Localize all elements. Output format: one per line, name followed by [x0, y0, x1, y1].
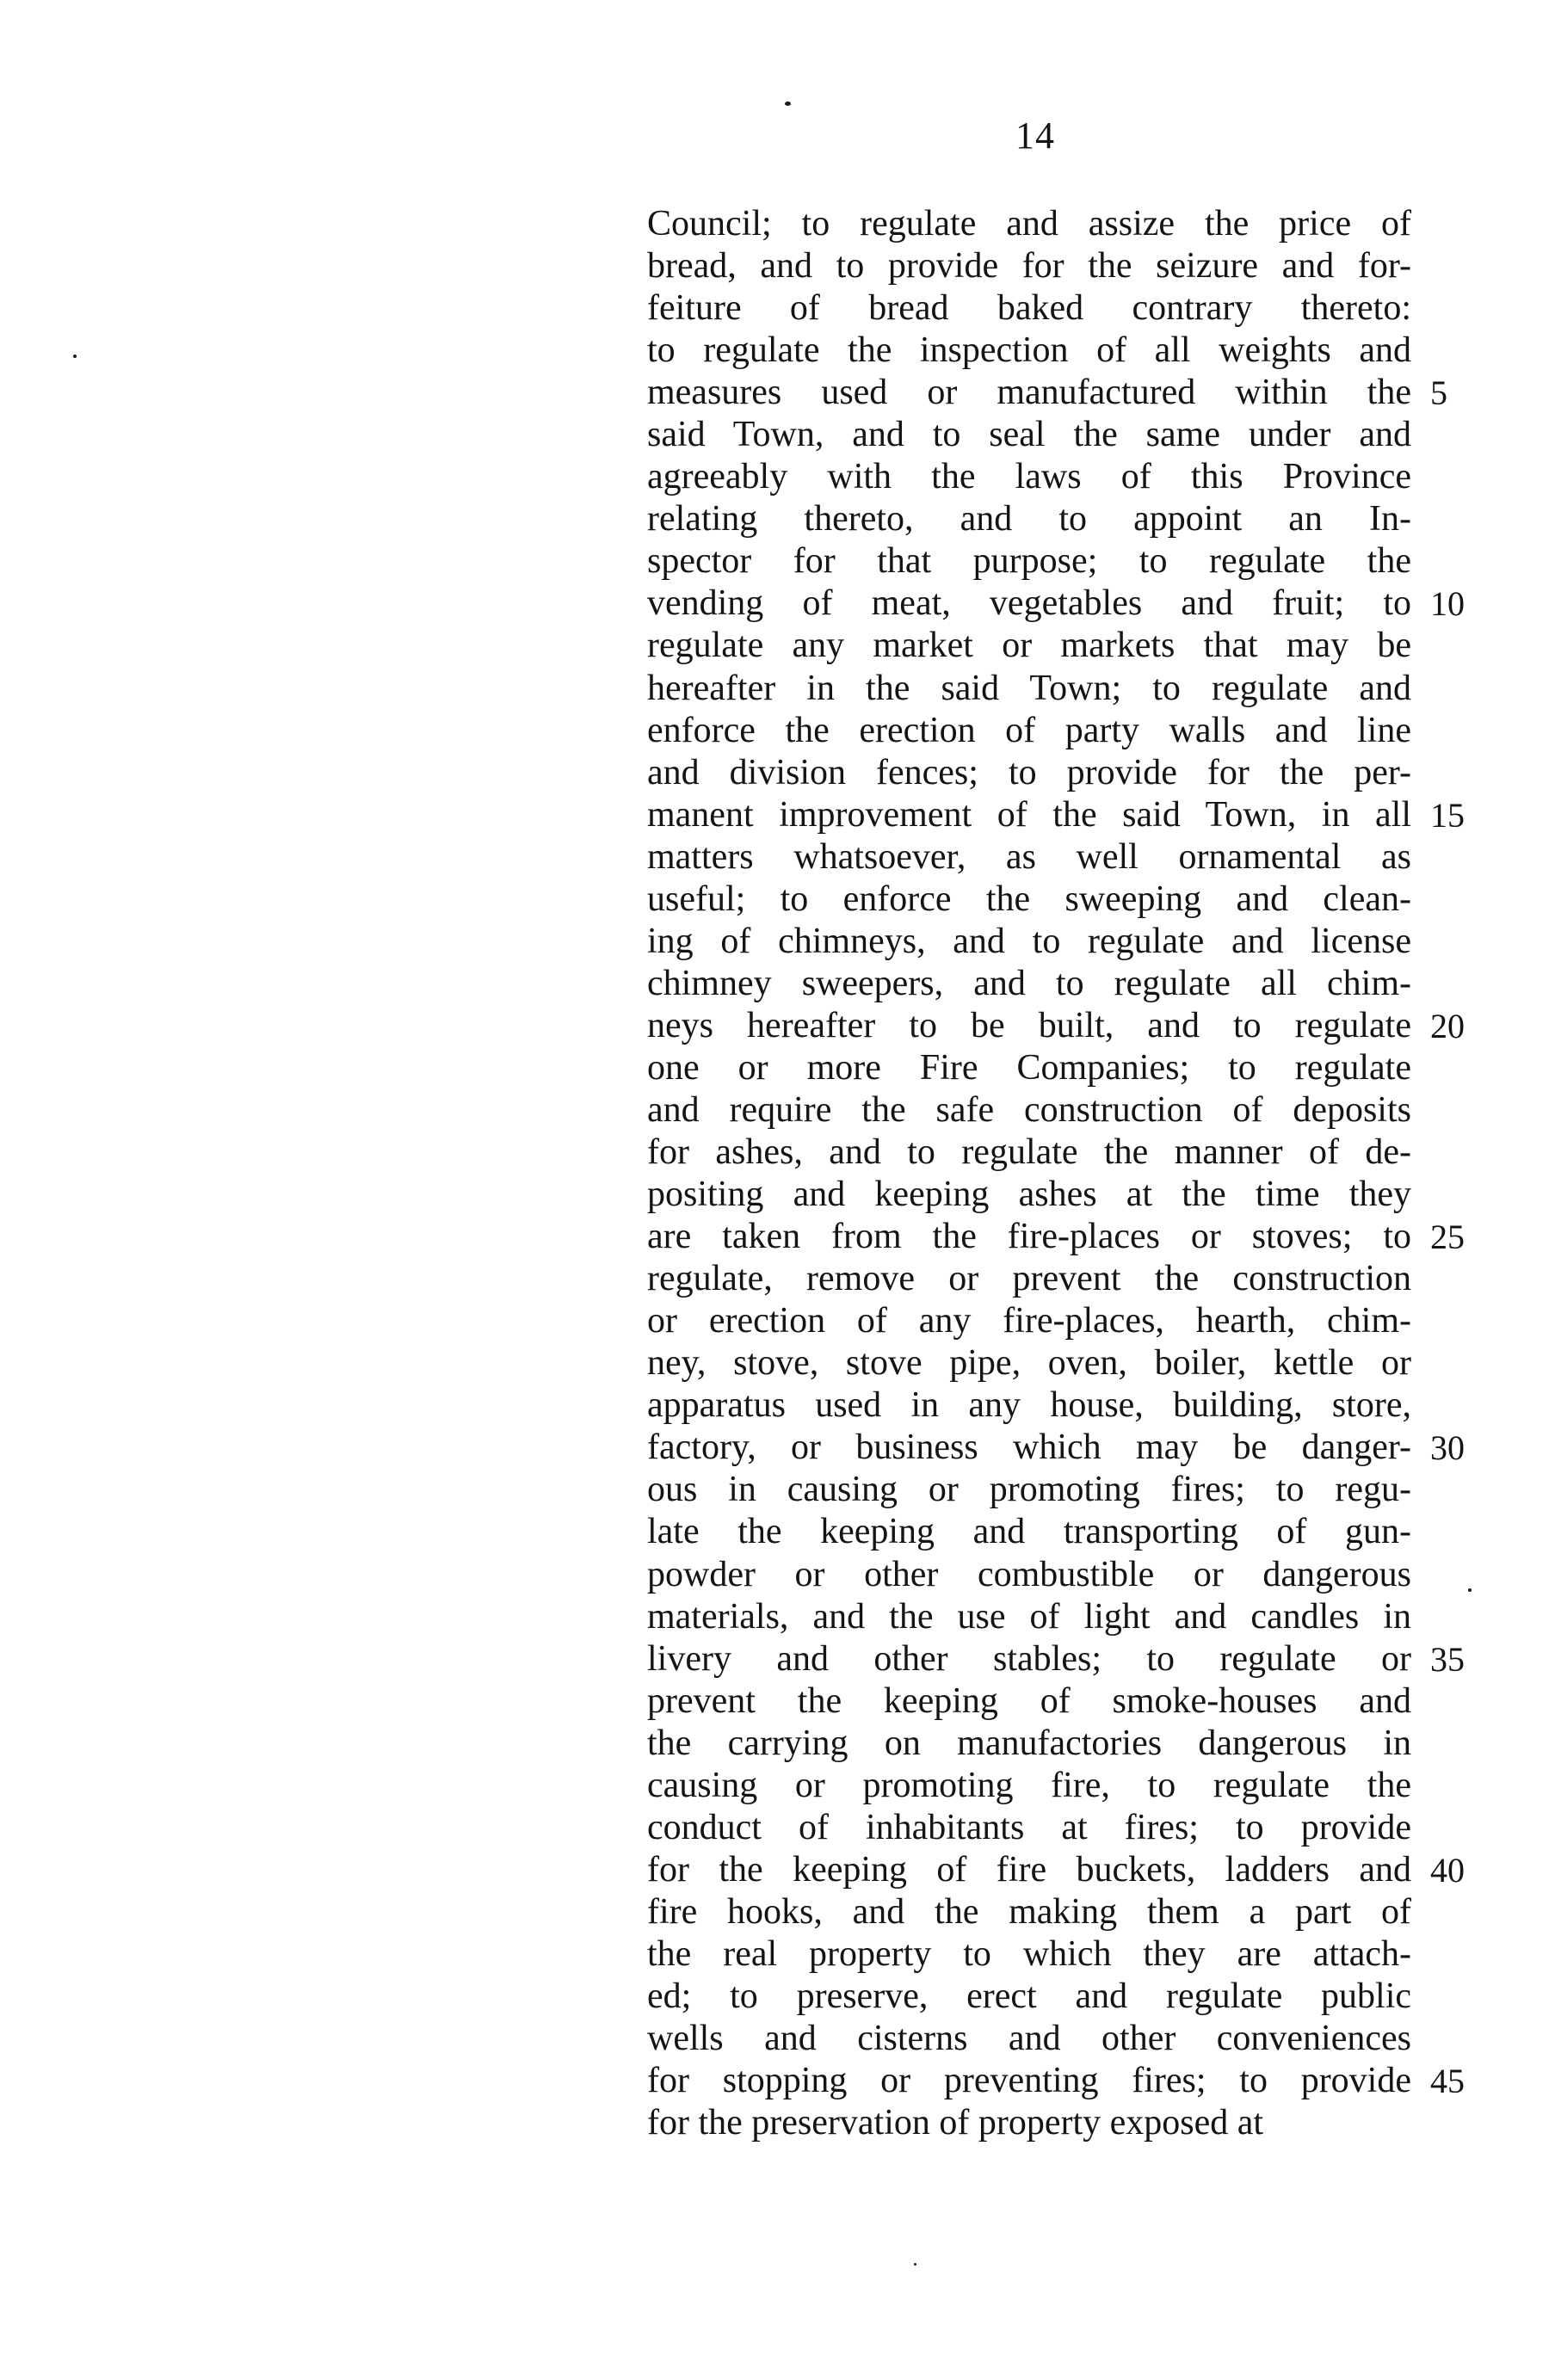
text-line-content: matters whatsoever, as well ornamental as: [647, 836, 1411, 877]
text-line: [647, 1933, 1411, 1976]
text-line: [647, 2018, 1411, 2060]
page-number: 14: [1015, 114, 1055, 157]
text-line: [647, 1596, 1411, 1638]
text-line-content: and require the safe construction of deposits: [647, 1089, 1411, 1130]
text-line-content: said Town, and to seal the same under and: [647, 415, 1411, 455]
text-line-content: ous in causing or promoting fires; to regu-: [647, 1470, 1411, 1510]
text-line: [647, 1807, 1411, 1849]
text-line-content: spector for that purpose; to regulate the: [647, 541, 1411, 582]
text-line-content: ed; to preserve, erect and regulate public: [647, 1976, 1411, 2016]
text-line: [647, 1976, 1411, 2018]
text-line-content: the carrying on manufactories dangerous in: [647, 1723, 1411, 1763]
text-line-content: ing of chimneys, and to regulate and license: [647, 921, 1411, 961]
text-line-content: prevent the keeping of smoke-houses and: [647, 1680, 1411, 1721]
text-line: [647, 1723, 1411, 1765]
text-line-content: hereafter in the said Town; to regulate and: [647, 668, 1411, 708]
text-line: [647, 1638, 1465, 1680]
text-line-content: apparatus used in any house, building, store,: [647, 1385, 1411, 1426]
text-line: [647, 1680, 1411, 1723]
text-line: [647, 330, 1411, 372]
text-line-content: late the keeping and transporting of gun-: [647, 1512, 1411, 1552]
text-line: [647, 1554, 1411, 1596]
text-line-content: fire hooks, and the making them a part of: [647, 1891, 1411, 1932]
text-line-content: regulate any market or markets that may be: [647, 626, 1411, 666]
text-line: [647, 583, 1465, 625]
margin-line-number: 15: [1430, 795, 1465, 835]
margin-line-number: 5: [1430, 373, 1447, 413]
text-line: [647, 287, 1411, 330]
text-line: [647, 2102, 1411, 2144]
text-line-content: to regulate the inspection of all weights and: [647, 330, 1411, 371]
text-line: [647, 1047, 1411, 1089]
text-line-content: livery and other stables; to regulate or: [647, 1638, 1411, 1679]
text-line-content: ney, stove, stove pipe, oven, boiler, kettle or: [647, 1343, 1411, 1384]
text-line: [647, 372, 1447, 414]
text-line-content: causing or promoting fire, to regulate the: [647, 1765, 1411, 1805]
text-line: [647, 1174, 1411, 1216]
text-line-content: and division fences; to provide for the per-: [647, 752, 1411, 792]
text-line-content: relating thereto, and to appoint an In-: [647, 499, 1411, 540]
text-line-content: agreeably with the laws of this Province: [647, 457, 1411, 497]
text-line: [647, 1765, 1411, 1807]
ink-speck: [785, 102, 791, 106]
text-line: [647, 1005, 1465, 1047]
text-line: [647, 836, 1411, 879]
text-line-content: the real property to which they are attach-: [647, 1933, 1411, 1974]
text-line-content: for stopping or preventing fires; to provide: [647, 2061, 1411, 2101]
text-line: [647, 1427, 1465, 1469]
text-line-content: positing and keeping ashes at the time they: [647, 1175, 1411, 1215]
text-line: [647, 1891, 1411, 1933]
text-line: [647, 498, 1411, 540]
text-line-content: powder or other combustible or dangerous: [647, 1554, 1411, 1594]
text-line: [647, 2060, 1465, 2102]
text-line-content: manent improvement of the said Town, in all: [647, 794, 1411, 835]
margin-line-number: 25: [1430, 1218, 1465, 1257]
text-line: [647, 1300, 1411, 1342]
text-line: [647, 456, 1411, 498]
text-line: [647, 1216, 1465, 1258]
text-line: [647, 794, 1465, 836]
text-line: [647, 752, 1411, 794]
text-line: [647, 414, 1411, 456]
text-line-content: measures used or manufactured within the: [647, 373, 1411, 413]
text-line-content: for the keeping of fire buckets, ladders and: [647, 1849, 1411, 1890]
text-line: [647, 963, 1411, 1005]
text-line: [647, 1131, 1411, 1174]
ink-speck: [1468, 1588, 1472, 1592]
margin-line-number: 35: [1430, 1639, 1465, 1679]
margin-line-number: 20: [1430, 1006, 1465, 1045]
text-line: [647, 625, 1411, 667]
text-line-content: chimney sweepers, and to regulate all chim-: [647, 963, 1411, 1003]
text-line: [647, 921, 1411, 963]
text-line-content: feiture of bread baked contrary thereto:: [647, 288, 1411, 329]
text-line-content: for ashes, and to regulate the manner of de-: [647, 1132, 1411, 1173]
ink-speck: [914, 2263, 916, 2266]
text-line: [647, 1089, 1411, 1131]
text-line-content: wells and cisterns and other conveniences: [647, 2019, 1411, 2059]
text-line: [647, 710, 1411, 752]
text-line: [647, 668, 1411, 710]
text-line: [647, 245, 1411, 287]
margin-line-number: 30: [1430, 1428, 1465, 1468]
text-line-content: factory, or business which may be danger-: [647, 1427, 1411, 1468]
text-line-content: conduct of inhabitants at fires; to provide: [647, 1807, 1411, 1847]
text-line: [647, 1258, 1411, 1300]
text-line-content: or erection of any fire-places, hearth, chim-: [647, 1301, 1411, 1341]
text-line-content: neys hereafter to be built, and to regulate: [647, 1005, 1411, 1045]
text-line: [647, 879, 1411, 921]
text-line-content: enforce the erection of party walls and line: [647, 710, 1411, 750]
text-line: [647, 1342, 1411, 1384]
text-line: [647, 1384, 1411, 1427]
text-line-content: one or more Fire Companies; to regulate: [647, 1047, 1411, 1088]
text-line-content: regulate, remove or prevent the construction: [647, 1259, 1411, 1299]
text-line-content: materials, and the use of light and candles in: [647, 1596, 1411, 1637]
margin-line-number: 40: [1430, 1850, 1465, 1890]
text-line-content: are taken from the fire-places or stoves; to: [647, 1217, 1411, 1257]
body-text: [647, 203, 1465, 2144]
text-line-content: vending of meat, vegetables and fruit; to: [647, 583, 1411, 624]
text-line-content: useful; to enforce the sweeping and clean-: [647, 879, 1411, 919]
text-line: [647, 203, 1411, 245]
margin-line-number: 45: [1430, 2062, 1465, 2101]
text-line-content: for the preservation of property exposed at: [647, 2103, 1264, 2143]
ink-speck: [73, 355, 77, 358]
text-line: [647, 1469, 1411, 1511]
text-line: [647, 1511, 1411, 1553]
text-line-content: Council; to regulate and assize the price of: [647, 204, 1411, 244]
text-line: [647, 1849, 1465, 1891]
text-line-content: bread, and to provide for the seizure and for-: [647, 246, 1411, 287]
margin-line-number: 10: [1430, 584, 1465, 624]
text-line: [647, 540, 1411, 583]
